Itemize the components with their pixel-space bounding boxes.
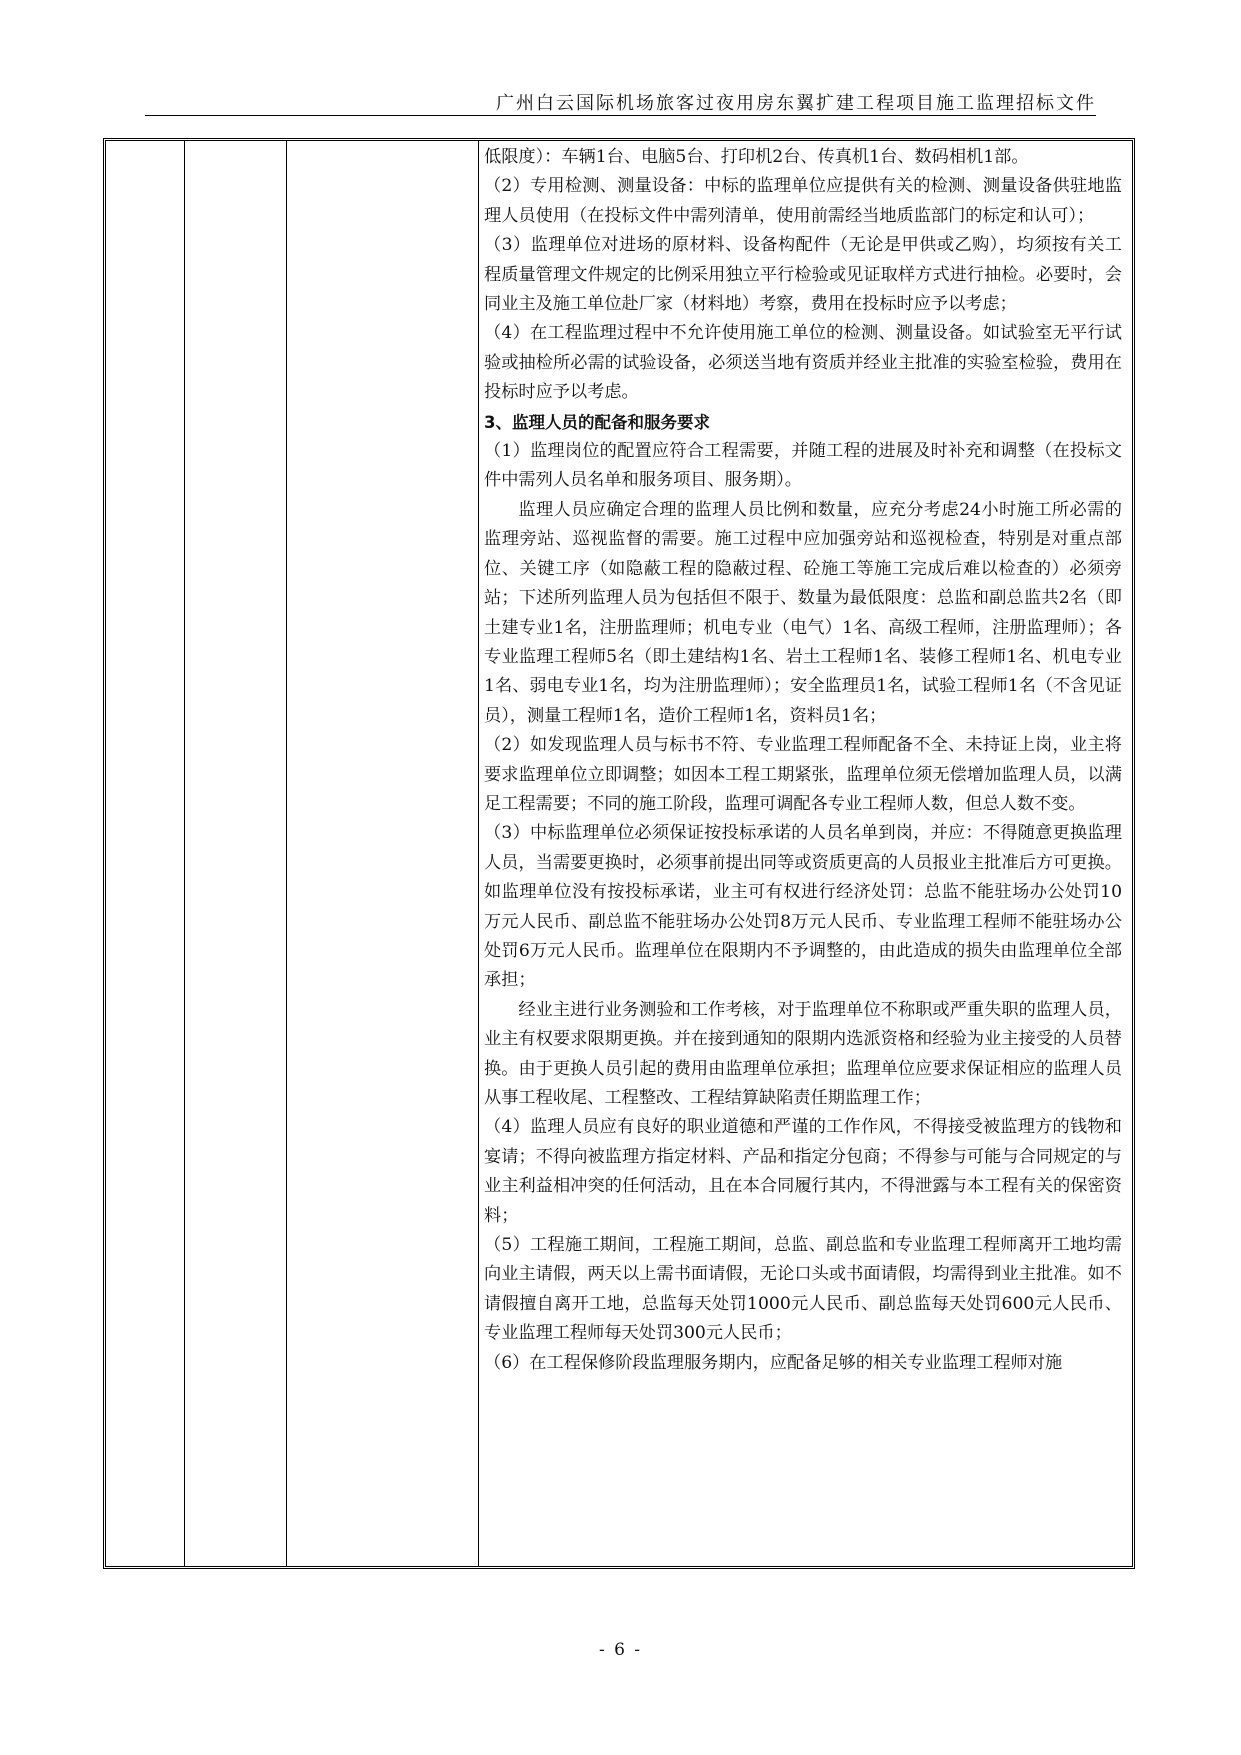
table-column-divider	[286, 141, 287, 1566]
paragraph: （4）在工程监理过程中不允许使用施工单位的检测、测量设备。如试验室无平行试验或抽检所必需的试验设备，必须送当地有资质并经业主批准的实验室检验，费用在投标时应予以考虑。	[484, 323, 1122, 403]
paragraph: （4）监理人员应有良好的职业道德和严谨的工作作风，不得接受被监理方的钱物和宴请；不得向被监理方指定材料、产品和指定分包商；不得参与可能与合同规定的与业主利益相冲突的任何活动，且在本合同履行其内，不得泄露与本工程有关的保密资料；	[484, 1117, 1122, 1226]
paragraph: （1）监理岗位的配置应符合工程需要，并随工程的进展及时补充和调整（在投标文件中需列人员名单和服务项目、服务期）。	[484, 441, 1122, 491]
paragraph: 经业主进行业务测验和工作考核，对于监理单位不称职或严重失职的监理人员，业主有权要求限期更换。并在接到通知的限期内选派资格和经验为业主接受的人员替换。由于更换人员引起的费用由监理单位承担；监理单位应要求保证相应的监理人员从事工程收尾、工程整改、工程结算缺陷责任期监理工作；	[484, 999, 1122, 1108]
document-header-title: 广州白云国际机场旅客过夜用房东翼扩建工程项目施工监理招标文件	[496, 93, 1096, 114]
paragraph: （2）如发现监理人员与标书不符、专业监理工程师配备不全、未持证上岗，业主将要求监理单位立即调整；如因本工程工期紧张，监理单位须无偿增加监理人员，以满足工程需要；不同的施工阶段，监理可调配各专业工程师人数，但总人数不变。	[484, 735, 1122, 814]
table-column-divider	[478, 141, 479, 1566]
paragraph: （6）在工程保修阶段监理服务期内，应配备足够的相关专业监理工程师对施	[484, 1352, 1063, 1373]
paragraph: （3）监理单位对进场的原材料、设备构配件（无论是甲供或乙购），均须按有关工程质量管理文件规定的比例采用独立平行检验或见证取样方式进行抽检。必要时，会同业主及施工单位赴厂家（材料地）考察，费用在投标时应予以考虑；	[484, 235, 1122, 315]
header-rule	[145, 115, 1096, 116]
section-heading: 3、监理人员的配备和服务要求	[484, 412, 710, 432]
requirements-content-cell	[484, 143, 1122, 1566]
table-column-divider	[184, 141, 185, 1566]
paragraph: 监理人员应确定合理的监理人员比例和数量，应充分考虑24小时施工所必需的监理旁站、巡视监督的需要。施工过程中应加强旁站和巡视检查，特别是对重点部位、关键工序（如隐蔽工程的隐蔽过程、砼施工等施工完成后难以检查的）必须旁站；下述所列监理人员为包括但不限于、数量为最低限度：总监和副总监共2名（即土建专业1名，注册监理师；机电专业（电气）1名、高级工程师，注册监理师）；各专业监理工程师5名（即土建结构1名、岩土工程师1名、装修工程师1名、机电专业1名、弱电专业1名，均为注册监理师）；安全监理员1名，试验工程师1名（不含见证员），测量工程师1名，造价工程师1名，资料员1名；	[484, 499, 1122, 726]
paragraph: 低限度）：车辆1台、电脑5台、打印机2台、传真机1台、数码相机1部。	[484, 147, 1029, 167]
page-number: - 6 -	[598, 1640, 643, 1660]
paragraph: （2）专用检测、测量设备：中标的监理单位应提供有关的检测、测量设备供驻地监理人员使用（在投标文件中需列清单，使用前需经当地质监部门的标定和认可）；	[484, 176, 1122, 226]
paragraph: （5）工程施工期间，工程施工期间，总监、副总监和专业监理工程师离开工地均需向业主请假，两天以上需书面请假，无论口头或书面请假，均需得到业主批准。如不请假擅自离开工地，总监每天处罚1000元人民币、副总监每天处罚600元人民币、专业监理工程师每天处罚300元人民币；	[484, 1235, 1122, 1344]
paragraph: （3）中标监理单位必须保证按投标承诺的人员名单到岗，并应：不得随意更换监理人员，当需要更换时，必须事前提出同等或资质更高的人员报业主批准后方可更换。如监理单位没有按投标承诺，业主可有权进行经济处罚：总监不能驻场办公处罚10万元人民币、副总监不能驻场办公处罚8万元人民币、专业监理工程师不能驻场办公处罚6万元人民币。监理单位在限期内不予调整的，由此造成的损失由监理单位全部承担；	[484, 823, 1122, 991]
requirements-table	[103, 138, 1135, 1569]
